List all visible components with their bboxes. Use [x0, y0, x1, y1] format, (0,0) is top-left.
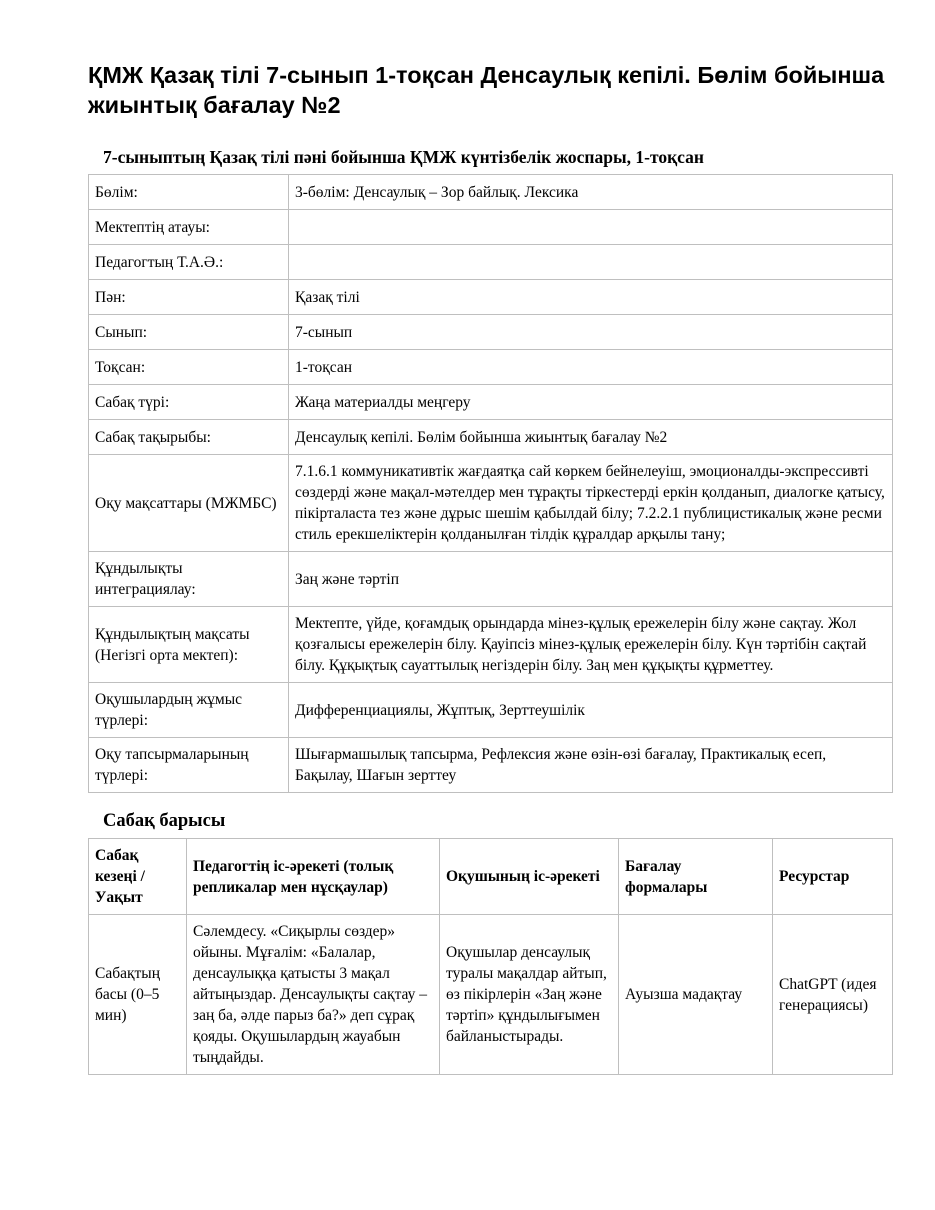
info-value [289, 245, 893, 280]
info-row [89, 210, 893, 245]
resources-cell: ChatGPT (идея генерациясы) [773, 915, 893, 1075]
teacher-activity-cell: Сәлемдесу. «Сиқырлы сөздер» ойыны. Мұғалім: «Балалар, денсаулыққа қатысты 3 мақал айтыңыздар. Денсаулықты сақтау – заң ба, әлде парыз ба?» деп сұрақ қояды. Оқушылардың жауабын тыңдайды. [187, 915, 440, 1075]
info-label: Оқу тапсырмаларының түрлері: [89, 738, 289, 793]
student-activity-cell: Оқушылар денсаулық туралы мақалдар айтып, өз пікірлерін «Заң және тәртіп» құндылығымен байланыстырады. [440, 915, 619, 1075]
table-row [89, 915, 893, 1075]
info-value: Мектепте, үйде, қоғамдық орындарда мінез-құлық ережелерін білу және сақтау. Жол қозғалысы ережелерін білу. Қауіпсіз мінез-құлық ережелерін білу. Күн тәртібін сақтай білу. Құқықтық сауаттылық негіздерін білу. Заң мен құқықты құрметтеу. [289, 607, 893, 683]
info-label: Сабақ тақырыбы: [89, 420, 289, 455]
info-label: Мектептің атауы: [89, 210, 289, 245]
info-label: Оқушылардың жұмыс түрлері: [89, 683, 289, 738]
info-label: Құндылықты интеграциялау: [89, 552, 289, 607]
plan-heading: 7-сыныптың Қазақ тілі пәні бойынша ҚМЖ күнтізбелік жоспары, 1-тоқсан [103, 147, 704, 167]
info-label: Сынып: [89, 315, 289, 350]
column-header: Ресурстар [773, 839, 893, 915]
info-row [89, 420, 893, 455]
info-row [89, 175, 893, 210]
info-row [89, 245, 893, 280]
document-page [88, 60, 893, 1075]
column-header: Бағалау формалары [619, 839, 773, 915]
assessment-cell: Ауызша мадақтау [619, 915, 773, 1075]
lesson-heading: Сабақ барысы [103, 811, 226, 831]
info-label: Педагогтың Т.А.Ә.: [89, 245, 289, 280]
lesson-info-table [88, 174, 893, 793]
info-label: Бөлім: [89, 175, 289, 210]
info-value: 7.1.6.1 коммуникативтік жағдаятқа сай көркем бейнелеуіш, эмоционалды-экспрессивті сөздерді және мақал-мәтелдер мен тұрақты тіркестерді еркін қолданып, диалогке қатысу, пікірталаста тез және дұрыс шешім қабылдай білу; 7.2.2.1 публицистикалық және ресми стиль ерекшеліктерін қолданылған тілдік құралдар арқылы тану; [289, 455, 893, 552]
info-row [89, 315, 893, 350]
info-label: Оқу мақсаттары (МЖМБС) [89, 455, 289, 552]
column-header: Педагогтің іс-әрекеті (толық репликалар мен нұсқаулар) [187, 839, 440, 915]
info-value: 7-сынып [289, 315, 893, 350]
info-row [89, 280, 893, 315]
info-row [89, 683, 893, 738]
info-row [89, 738, 893, 793]
info-label: Құндылықтың мақсаты (Негізгі орта мектеп): [89, 607, 289, 683]
info-value: Қазақ тілі [289, 280, 893, 315]
info-value: 1-тоқсан [289, 350, 893, 385]
info-value: Жаңа материалды меңгеру [289, 385, 893, 420]
column-header: Оқушының іс-әрекеті [440, 839, 619, 915]
info-value: Дифференциациялы, Жұптық, Зерттеушілік [289, 683, 893, 738]
info-row [89, 350, 893, 385]
info-value: 3-бөлім: Денсаулық – Зор байлық. Лексика [289, 175, 893, 210]
info-row [89, 385, 893, 420]
info-row [89, 455, 893, 552]
info-value [289, 210, 893, 245]
document-title: ҚМЖ Қазақ тілі 7-сынып 1-тоқсан Денсаулық кепілі. Бөлім бойынша жиынтық бағалау №2 [88, 62, 885, 118]
info-row [89, 607, 893, 683]
info-value: Шығармашылық тапсырма, Рефлексия және өзін-өзі бағалау, Практикалық есеп, Бақылау, Шағын зерттеу [289, 738, 893, 793]
info-label: Пән: [89, 280, 289, 315]
lesson-flow-table [88, 838, 893, 1075]
lesson-stage-cell: Сабақтың басы (0–5 мин) [89, 915, 187, 1075]
info-value: Денсаулық кепілі. Бөлім бойынша жиынтық бағалау №2 [289, 420, 893, 455]
lesson-header-row [89, 839, 893, 915]
column-header: Сабақ кезеңі / Уақыт [89, 839, 187, 915]
info-value: Заң және тәртіп [289, 552, 893, 607]
info-row [89, 552, 893, 607]
info-label: Тоқсан: [89, 350, 289, 385]
info-label: Сабақ түрі: [89, 385, 289, 420]
